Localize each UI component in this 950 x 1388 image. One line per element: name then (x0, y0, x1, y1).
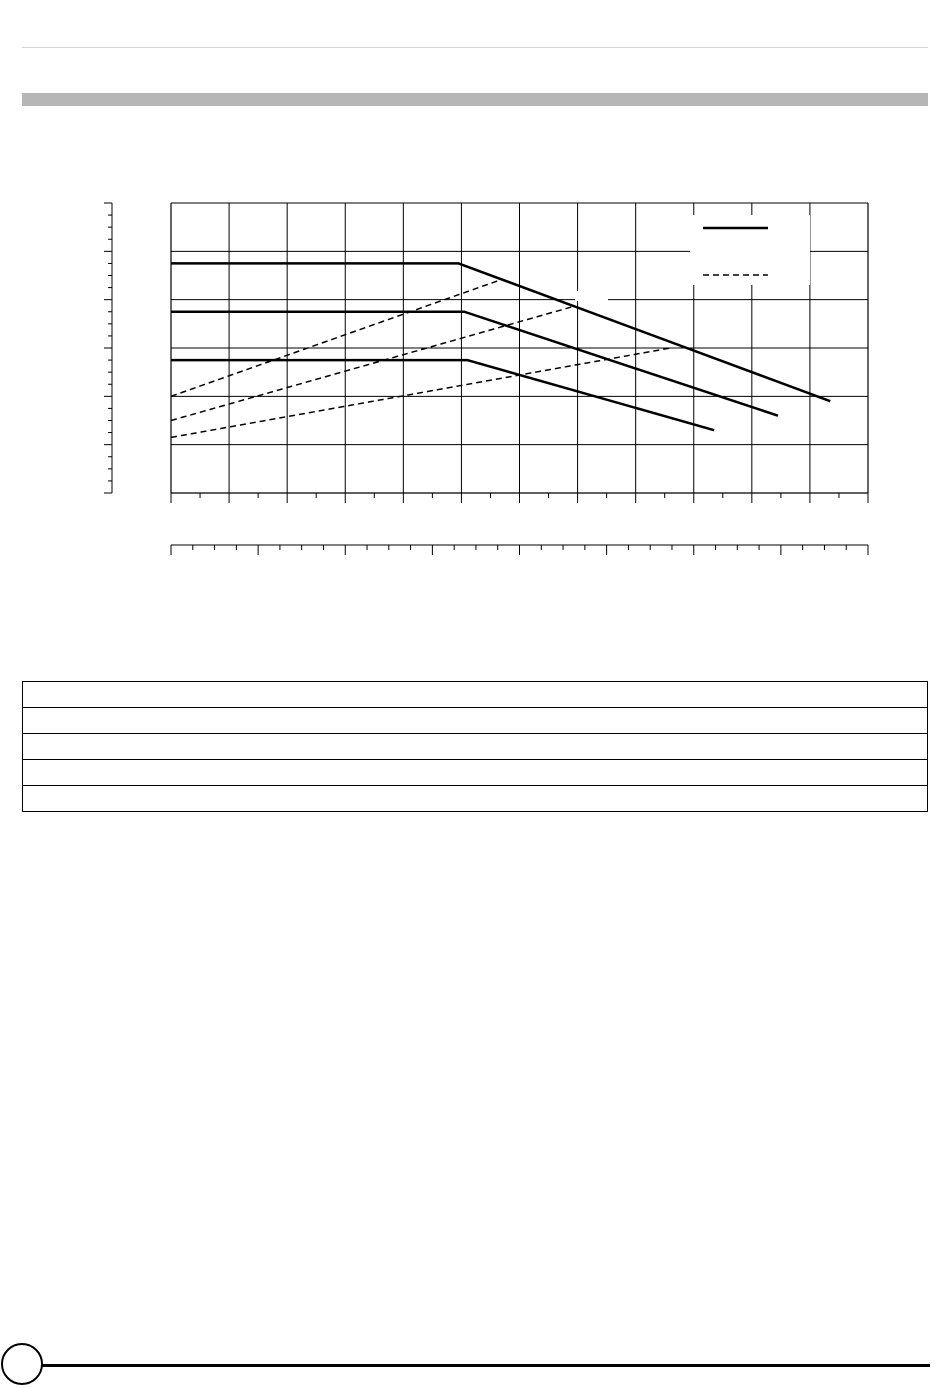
footer-rule (42, 1364, 930, 1367)
line-chart (0, 190, 950, 570)
table-row (23, 708, 928, 734)
table-row (23, 760, 928, 786)
table-cell (23, 734, 928, 760)
table-cell (23, 786, 928, 812)
legend-gap (575, 291, 608, 301)
series-line-2 (171, 312, 778, 416)
table-row (23, 786, 928, 812)
table-row (23, 734, 928, 760)
series-line-5 (171, 307, 572, 421)
header-rule (22, 47, 928, 48)
series-line-4 (171, 280, 499, 396)
series-line-3 (171, 360, 714, 430)
page-number-badge (1, 1343, 43, 1385)
chart (0, 190, 950, 570)
table-row (23, 682, 928, 708)
data-table (22, 681, 928, 812)
table-cell (23, 708, 928, 734)
table-cell (23, 760, 928, 786)
series-line-6 (171, 348, 671, 437)
section-header-band (22, 93, 928, 106)
table-cell (23, 682, 928, 708)
